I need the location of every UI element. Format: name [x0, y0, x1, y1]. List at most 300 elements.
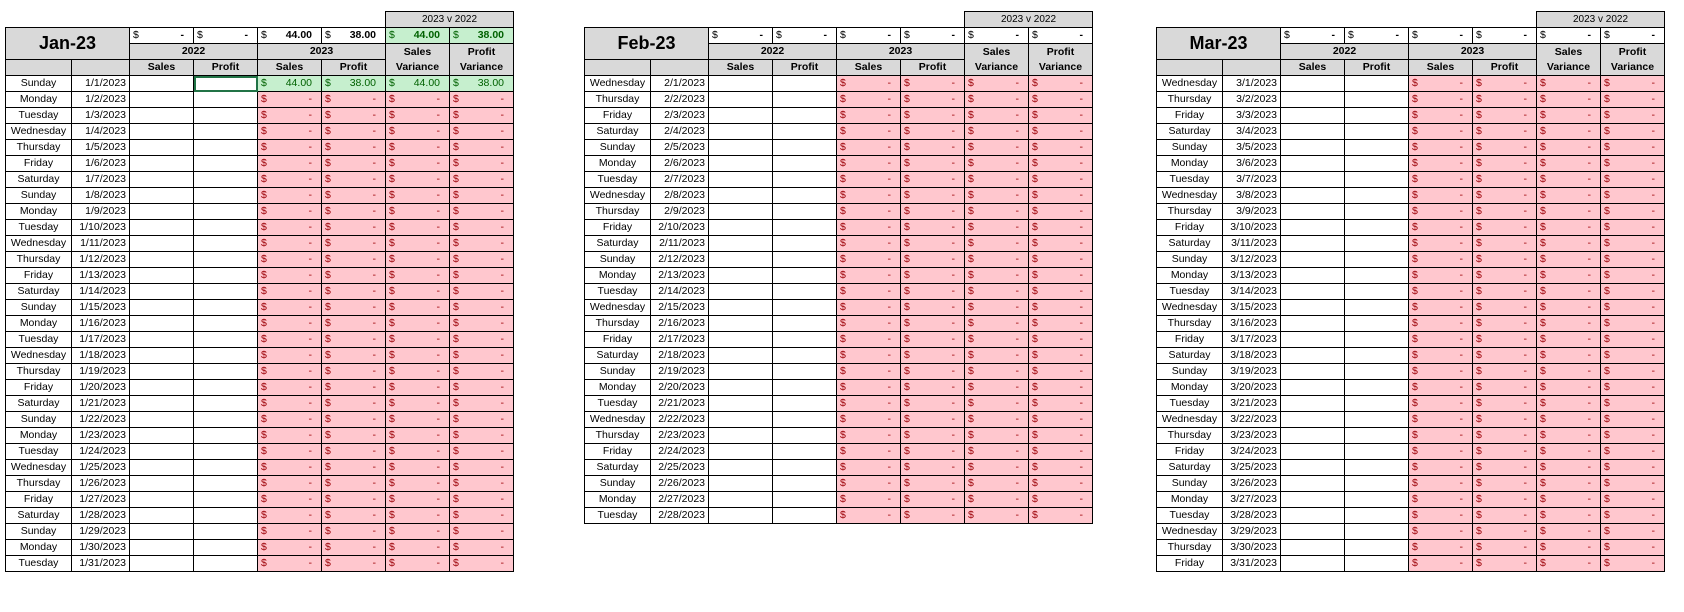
- date-cell[interactable]: 2/21/2023: [651, 396, 709, 412]
- profit-2023-cell[interactable]: [322, 380, 386, 396]
- profit-2023-cell[interactable]: [901, 508, 965, 524]
- sales-variance-cell[interactable]: [1537, 332, 1601, 348]
- sales-variance-cell[interactable]: [386, 540, 450, 556]
- profit-variance-cell[interactable]: [1601, 348, 1665, 364]
- profit-2022-cell[interactable]: [1345, 492, 1409, 508]
- profit-variance-cell[interactable]: [1601, 76, 1665, 92]
- profit-2023-cell[interactable]: [1473, 460, 1537, 476]
- sales-variance-cell[interactable]: [386, 380, 450, 396]
- profit-2023-cell[interactable]: [1473, 348, 1537, 364]
- profit-variance-cell[interactable]: [450, 460, 514, 476]
- sales-variance-cell[interactable]: [386, 508, 450, 524]
- profit-2022-cell[interactable]: [773, 220, 837, 236]
- date-cell[interactable]: 3/30/2023: [1223, 540, 1281, 556]
- date-cell[interactable]: 2/4/2023: [651, 124, 709, 140]
- profit-variance-cell[interactable]: [1601, 380, 1665, 396]
- profit-variance-cell[interactable]: [1029, 364, 1093, 380]
- date-cell[interactable]: 3/21/2023: [1223, 396, 1281, 412]
- sales-variance-cell[interactable]: [965, 460, 1029, 476]
- date-cell[interactable]: 2/27/2023: [651, 492, 709, 508]
- profit-variance-cell[interactable]: [1601, 156, 1665, 172]
- sales-2023-cell[interactable]: [258, 332, 322, 348]
- profit-2023-cell[interactable]: [901, 428, 965, 444]
- date-cell[interactable]: 2/9/2023: [651, 204, 709, 220]
- date-cell[interactable]: 2/23/2023: [651, 428, 709, 444]
- profit-variance-cell[interactable]: [1601, 236, 1665, 252]
- day-cell[interactable]: Thursday: [585, 428, 651, 444]
- day-cell[interactable]: Saturday: [6, 172, 72, 188]
- profit-variance-cell[interactable]: [1029, 396, 1093, 412]
- sales-2023-cell[interactable]: [837, 76, 901, 92]
- profit-2023-cell[interactable]: [901, 92, 965, 108]
- sales-variance-cell[interactable]: [1537, 444, 1601, 460]
- sales-2022-cell[interactable]: [1281, 220, 1345, 236]
- profit-2022-cell[interactable]: [1345, 556, 1409, 572]
- profit-2023-cell[interactable]: [901, 460, 965, 476]
- sales-2022-cell[interactable]: [130, 396, 194, 412]
- profit-2022-cell[interactable]: [773, 364, 837, 380]
- day-cell[interactable]: Tuesday: [585, 172, 651, 188]
- day-cell[interactable]: Monday: [6, 92, 72, 108]
- profit-2023-cell[interactable]: [1473, 236, 1537, 252]
- sales-2023-cell[interactable]: [1409, 428, 1473, 444]
- profit-2022-cell[interactable]: [1345, 252, 1409, 268]
- profit-2023-cell[interactable]: [322, 284, 386, 300]
- profit-variance-cell[interactable]: [450, 268, 514, 284]
- profit-variance-cell[interactable]: [1601, 332, 1665, 348]
- day-cell[interactable]: Friday: [1157, 332, 1223, 348]
- sales-2023-cell[interactable]: [837, 204, 901, 220]
- sales-variance-cell[interactable]: [965, 348, 1029, 364]
- profit-variance-cell[interactable]: [1029, 380, 1093, 396]
- sales-variance-cell[interactable]: [965, 476, 1029, 492]
- sales-2023-cell[interactable]: [258, 204, 322, 220]
- profit-variance-cell[interactable]: [1601, 188, 1665, 204]
- profit-2023-cell[interactable]: [901, 412, 965, 428]
- date-cell[interactable]: 1/16/2023: [72, 316, 130, 332]
- day-cell[interactable]: Thursday: [1157, 540, 1223, 556]
- sales-2022-cell[interactable]: [130, 428, 194, 444]
- sales-2023-cell[interactable]: [258, 236, 322, 252]
- profit-2023-cell[interactable]: [901, 476, 965, 492]
- sales-variance-cell[interactable]: [965, 156, 1029, 172]
- sales-2022-cell[interactable]: [1281, 156, 1345, 172]
- sales-2023-cell[interactable]: [1409, 140, 1473, 156]
- sales-2022-cell[interactable]: [1281, 140, 1345, 156]
- profit-2023-cell[interactable]: [322, 460, 386, 476]
- date-cell[interactable]: 1/25/2023: [72, 460, 130, 476]
- profit-2022-cell[interactable]: [773, 204, 837, 220]
- profit-2023-cell[interactable]: [322, 492, 386, 508]
- sales-2022-cell[interactable]: [130, 540, 194, 556]
- sales-variance-cell[interactable]: [1537, 92, 1601, 108]
- date-cell[interactable]: 2/8/2023: [651, 188, 709, 204]
- profit-2022-cell[interactable]: [1345, 380, 1409, 396]
- sales-2022-cell[interactable]: [709, 124, 773, 140]
- sales-variance-cell[interactable]: [386, 172, 450, 188]
- sales-variance-cell[interactable]: [386, 236, 450, 252]
- sales-2022-cell[interactable]: [130, 156, 194, 172]
- profit-variance-cell[interactable]: [1029, 476, 1093, 492]
- profit-2022-cell[interactable]: [1345, 220, 1409, 236]
- profit-variance-cell[interactable]: [1601, 508, 1665, 524]
- sales-2023-cell[interactable]: [258, 252, 322, 268]
- profit-variance-cell[interactable]: [1029, 460, 1093, 476]
- day-cell[interactable]: Friday: [1157, 108, 1223, 124]
- profit-2022-cell[interactable]: [194, 252, 258, 268]
- sales-variance-cell[interactable]: [386, 524, 450, 540]
- day-cell[interactable]: Tuesday: [6, 444, 72, 460]
- sales-2022-cell[interactable]: [130, 140, 194, 156]
- sales-2022-cell[interactable]: [709, 108, 773, 124]
- sales-2022-cell[interactable]: [1281, 556, 1345, 572]
- date-cell[interactable]: 1/17/2023: [72, 332, 130, 348]
- day-cell[interactable]: Friday: [585, 332, 651, 348]
- day-cell[interactable]: Thursday: [1157, 316, 1223, 332]
- sales-2022-cell[interactable]: [130, 508, 194, 524]
- sales-2023-cell[interactable]: [258, 348, 322, 364]
- profit-2023-cell[interactable]: [1473, 188, 1537, 204]
- profit-2022-cell[interactable]: [194, 444, 258, 460]
- sales-variance-cell[interactable]: [386, 412, 450, 428]
- profit-variance-cell[interactable]: [450, 476, 514, 492]
- profit-2022-cell[interactable]: [1345, 524, 1409, 540]
- day-cell[interactable]: Saturday: [1157, 124, 1223, 140]
- date-cell[interactable]: 1/12/2023: [72, 252, 130, 268]
- sales-2023-cell[interactable]: [837, 508, 901, 524]
- day-cell[interactable]: Friday: [1157, 444, 1223, 460]
- date-cell[interactable]: 2/11/2023: [651, 236, 709, 252]
- sales-2023-cell[interactable]: [1409, 332, 1473, 348]
- profit-2022-cell[interactable]: [1345, 364, 1409, 380]
- profit-2023-cell[interactable]: [1473, 364, 1537, 380]
- sales-2023-cell[interactable]: [258, 540, 322, 556]
- profit-2023-cell[interactable]: [1473, 204, 1537, 220]
- profit-2022-cell[interactable]: [194, 76, 258, 92]
- sales-2022-cell[interactable]: [1281, 188, 1345, 204]
- day-cell[interactable]: Sunday: [6, 300, 72, 316]
- profit-2022-cell[interactable]: [773, 476, 837, 492]
- profit-2023-cell[interactable]: [901, 444, 965, 460]
- sales-2023-cell[interactable]: [837, 172, 901, 188]
- profit-2022-cell[interactable]: [194, 364, 258, 380]
- profit-2023-cell[interactable]: [901, 300, 965, 316]
- profit-variance-cell[interactable]: [450, 508, 514, 524]
- profit-2023-cell[interactable]: [322, 444, 386, 460]
- profit-2023-cell[interactable]: [322, 364, 386, 380]
- profit-2022-cell[interactable]: [773, 492, 837, 508]
- sales-variance-cell[interactable]: [386, 476, 450, 492]
- day-cell[interactable]: Thursday: [6, 476, 72, 492]
- profit-variance-cell[interactable]: [450, 396, 514, 412]
- sales-2023-cell[interactable]: [837, 188, 901, 204]
- day-cell[interactable]: Thursday: [6, 140, 72, 156]
- date-cell[interactable]: 2/18/2023: [651, 348, 709, 364]
- sales-2023-cell[interactable]: [1409, 188, 1473, 204]
- profit-2022-cell[interactable]: [773, 108, 837, 124]
- profit-variance-cell[interactable]: [450, 108, 514, 124]
- date-cell[interactable]: 3/22/2023: [1223, 412, 1281, 428]
- profit-variance-cell[interactable]: [1601, 252, 1665, 268]
- sales-2023-cell[interactable]: [258, 460, 322, 476]
- profit-2022-cell[interactable]: [1345, 188, 1409, 204]
- date-cell[interactable]: 3/31/2023: [1223, 556, 1281, 572]
- sales-2023-cell[interactable]: [837, 252, 901, 268]
- sales-variance-cell[interactable]: [386, 332, 450, 348]
- profit-2022-cell[interactable]: [194, 124, 258, 140]
- sales-variance-cell[interactable]: [386, 140, 450, 156]
- date-cell[interactable]: 1/29/2023: [72, 524, 130, 540]
- sales-2023-cell[interactable]: [258, 380, 322, 396]
- profit-variance-cell[interactable]: [450, 316, 514, 332]
- day-cell[interactable]: Thursday: [1157, 204, 1223, 220]
- profit-2022-cell[interactable]: [194, 236, 258, 252]
- profit-2022-cell[interactable]: [194, 476, 258, 492]
- sales-variance-cell[interactable]: [1537, 140, 1601, 156]
- sales-2023-cell[interactable]: [1409, 108, 1473, 124]
- sales-2023-cell[interactable]: [258, 300, 322, 316]
- profit-2022-cell[interactable]: [194, 268, 258, 284]
- sales-2022-cell[interactable]: [709, 156, 773, 172]
- sales-2022-cell[interactable]: [130, 188, 194, 204]
- day-cell[interactable]: Sunday: [585, 252, 651, 268]
- sales-2023-cell[interactable]: [837, 380, 901, 396]
- sales-2022-cell[interactable]: [130, 444, 194, 460]
- sales-variance-cell[interactable]: [1537, 300, 1601, 316]
- date-cell[interactable]: 1/20/2023: [72, 380, 130, 396]
- profit-variance-cell[interactable]: [1029, 428, 1093, 444]
- sales-variance-cell[interactable]: [965, 380, 1029, 396]
- sales-2022-cell[interactable]: [130, 108, 194, 124]
- sales-2022-cell[interactable]: [1281, 492, 1345, 508]
- day-cell[interactable]: Saturday: [1157, 348, 1223, 364]
- summary-profit-2022[interactable]: [773, 28, 837, 44]
- profit-2022-cell[interactable]: [1345, 348, 1409, 364]
- profit-2023-cell[interactable]: [322, 204, 386, 220]
- profit-variance-cell[interactable]: [1601, 444, 1665, 460]
- profit-variance-cell[interactable]: [1029, 332, 1093, 348]
- sales-variance-cell[interactable]: [965, 492, 1029, 508]
- profit-2023-cell[interactable]: [1473, 92, 1537, 108]
- day-cell[interactable]: Sunday: [6, 412, 72, 428]
- profit-variance-cell[interactable]: [450, 140, 514, 156]
- profit-variance-cell[interactable]: [450, 540, 514, 556]
- sales-variance-cell[interactable]: [386, 348, 450, 364]
- sales-variance-cell[interactable]: [1537, 524, 1601, 540]
- summary-sales-2023[interactable]: [837, 28, 901, 44]
- profit-2023-cell[interactable]: [322, 348, 386, 364]
- profit-variance-cell[interactable]: [1601, 220, 1665, 236]
- sales-2023-cell[interactable]: [258, 476, 322, 492]
- sales-2022-cell[interactable]: [709, 476, 773, 492]
- profit-variance-cell[interactable]: [1029, 236, 1093, 252]
- day-cell[interactable]: Tuesday: [1157, 284, 1223, 300]
- sales-2022-cell[interactable]: [130, 204, 194, 220]
- profit-variance-cell[interactable]: [1029, 316, 1093, 332]
- profit-2022-cell[interactable]: [773, 444, 837, 460]
- sales-variance-cell[interactable]: [1537, 316, 1601, 332]
- date-cell[interactable]: 2/13/2023: [651, 268, 709, 284]
- sales-2023-cell[interactable]: [837, 92, 901, 108]
- sales-2022-cell[interactable]: [709, 236, 773, 252]
- profit-variance-cell[interactable]: [450, 428, 514, 444]
- day-cell[interactable]: Wednesday: [6, 348, 72, 364]
- sales-2022-cell[interactable]: [1281, 348, 1345, 364]
- sales-2022-cell[interactable]: [130, 284, 194, 300]
- day-cell[interactable]: Friday: [6, 268, 72, 284]
- profit-variance-cell[interactable]: [1029, 92, 1093, 108]
- sales-2022-cell[interactable]: [130, 460, 194, 476]
- profit-2023-cell[interactable]: [901, 316, 965, 332]
- sales-variance-cell[interactable]: [965, 172, 1029, 188]
- date-cell[interactable]: 3/8/2023: [1223, 188, 1281, 204]
- sales-2022-cell[interactable]: [1281, 316, 1345, 332]
- profit-variance-cell[interactable]: [450, 524, 514, 540]
- sales-variance-cell[interactable]: [386, 204, 450, 220]
- profit-2022-cell[interactable]: [194, 508, 258, 524]
- profit-2022-cell[interactable]: [773, 284, 837, 300]
- profit-variance-cell[interactable]: [1601, 172, 1665, 188]
- profit-2023-cell[interactable]: [322, 332, 386, 348]
- profit-2023-cell[interactable]: [322, 508, 386, 524]
- profit-2023-cell[interactable]: [1473, 124, 1537, 140]
- sales-2023-cell[interactable]: [837, 156, 901, 172]
- profit-2023-cell[interactable]: [1473, 332, 1537, 348]
- summary-sales-variance[interactable]: [1537, 28, 1601, 44]
- profit-2023-cell[interactable]: [322, 540, 386, 556]
- sales-2022-cell[interactable]: [130, 300, 194, 316]
- sales-variance-cell[interactable]: [965, 412, 1029, 428]
- profit-2022-cell[interactable]: [1345, 172, 1409, 188]
- sales-2023-cell[interactable]: [258, 124, 322, 140]
- sales-2023-cell[interactable]: [1409, 412, 1473, 428]
- day-cell[interactable]: Monday: [1157, 268, 1223, 284]
- profit-variance-cell[interactable]: [1029, 140, 1093, 156]
- sales-variance-cell[interactable]: [965, 444, 1029, 460]
- sales-2022-cell[interactable]: [709, 460, 773, 476]
- profit-2023-cell[interactable]: [322, 156, 386, 172]
- day-cell[interactable]: Friday: [585, 444, 651, 460]
- profit-variance-cell[interactable]: [1601, 108, 1665, 124]
- sales-variance-cell[interactable]: [1537, 252, 1601, 268]
- profit-2023-cell[interactable]: [322, 268, 386, 284]
- profit-2022-cell[interactable]: [773, 316, 837, 332]
- date-cell[interactable]: 1/31/2023: [72, 556, 130, 572]
- profit-2022-cell[interactable]: [194, 348, 258, 364]
- sales-variance-cell[interactable]: [386, 460, 450, 476]
- sales-variance-cell[interactable]: [386, 428, 450, 444]
- profit-variance-cell[interactable]: [1029, 444, 1093, 460]
- profit-2023-cell[interactable]: [901, 108, 965, 124]
- sales-2022-cell[interactable]: [709, 316, 773, 332]
- sales-2022-cell[interactable]: [130, 236, 194, 252]
- date-cell[interactable]: 1/6/2023: [72, 156, 130, 172]
- profit-2022-cell[interactable]: [1345, 92, 1409, 108]
- profit-2023-cell[interactable]: [901, 76, 965, 92]
- date-cell[interactable]: 1/1/2023: [72, 76, 130, 92]
- date-cell[interactable]: 2/16/2023: [651, 316, 709, 332]
- sales-2023-cell[interactable]: [1409, 172, 1473, 188]
- day-cell[interactable]: Friday: [585, 108, 651, 124]
- profit-2023-cell[interactable]: [1473, 172, 1537, 188]
- profit-2023-cell[interactable]: [322, 220, 386, 236]
- summary-sales-2022[interactable]: [1281, 28, 1345, 44]
- date-cell[interactable]: 1/11/2023: [72, 236, 130, 252]
- sales-2022-cell[interactable]: [130, 492, 194, 508]
- sales-2022-cell[interactable]: [130, 252, 194, 268]
- sales-2023-cell[interactable]: [1409, 556, 1473, 572]
- profit-2022-cell[interactable]: [773, 380, 837, 396]
- sales-2023-cell[interactable]: [1409, 252, 1473, 268]
- day-cell[interactable]: Wednesday: [585, 188, 651, 204]
- day-cell[interactable]: Saturday: [6, 508, 72, 524]
- sales-2022-cell[interactable]: [709, 76, 773, 92]
- sales-2023-cell[interactable]: [1409, 124, 1473, 140]
- sales-2022-cell[interactable]: [709, 188, 773, 204]
- profit-variance-cell[interactable]: [450, 204, 514, 220]
- summary-sales-variance[interactable]: [386, 28, 450, 44]
- sales-2022-cell[interactable]: [1281, 172, 1345, 188]
- profit-variance-cell[interactable]: [450, 348, 514, 364]
- day-cell[interactable]: Thursday: [585, 316, 651, 332]
- sales-2022-cell[interactable]: [709, 220, 773, 236]
- profit-variance-cell[interactable]: [450, 380, 514, 396]
- sales-variance-cell[interactable]: [965, 284, 1029, 300]
- sales-variance-cell[interactable]: [1537, 236, 1601, 252]
- day-cell[interactable]: Tuesday: [6, 332, 72, 348]
- profit-2023-cell[interactable]: [901, 492, 965, 508]
- day-cell[interactable]: Saturday: [6, 396, 72, 412]
- profit-2022-cell[interactable]: [194, 284, 258, 300]
- date-cell[interactable]: 1/3/2023: [72, 108, 130, 124]
- sales-variance-cell[interactable]: [1537, 540, 1601, 556]
- day-cell[interactable]: Monday: [6, 540, 72, 556]
- profit-variance-cell[interactable]: [450, 364, 514, 380]
- sales-2022-cell[interactable]: [1281, 380, 1345, 396]
- sales-2022-cell[interactable]: [1281, 444, 1345, 460]
- profit-2023-cell[interactable]: [901, 156, 965, 172]
- day-cell[interactable]: Tuesday: [585, 396, 651, 412]
- profit-2023-cell[interactable]: [1473, 412, 1537, 428]
- day-cell[interactable]: Wednesday: [1157, 76, 1223, 92]
- sales-2023-cell[interactable]: [837, 220, 901, 236]
- sales-2023-cell[interactable]: [1409, 156, 1473, 172]
- sales-variance-cell[interactable]: [1537, 220, 1601, 236]
- profit-2023-cell[interactable]: [1473, 540, 1537, 556]
- sales-variance-cell[interactable]: [965, 76, 1029, 92]
- profit-2022-cell[interactable]: [1345, 268, 1409, 284]
- profit-2022-cell[interactable]: [194, 556, 258, 572]
- date-cell[interactable]: 2/15/2023: [651, 300, 709, 316]
- date-cell[interactable]: 3/18/2023: [1223, 348, 1281, 364]
- date-cell[interactable]: 2/19/2023: [651, 364, 709, 380]
- profit-variance-cell[interactable]: [1601, 268, 1665, 284]
- day-cell[interactable]: Tuesday: [6, 220, 72, 236]
- date-cell[interactable]: 3/10/2023: [1223, 220, 1281, 236]
- profit-2022-cell[interactable]: [773, 172, 837, 188]
- profit-variance-cell[interactable]: [450, 124, 514, 140]
- date-cell[interactable]: 3/11/2023: [1223, 236, 1281, 252]
- sales-variance-cell[interactable]: [386, 188, 450, 204]
- sales-2022-cell[interactable]: [709, 492, 773, 508]
- profit-2022-cell[interactable]: [773, 412, 837, 428]
- sales-2023-cell[interactable]: [1409, 284, 1473, 300]
- day-cell[interactable]: Monday: [585, 492, 651, 508]
- sales-2022-cell[interactable]: [709, 364, 773, 380]
- day-cell[interactable]: Tuesday: [585, 508, 651, 524]
- profit-2022-cell[interactable]: [1345, 300, 1409, 316]
- profit-2022-cell[interactable]: [773, 252, 837, 268]
